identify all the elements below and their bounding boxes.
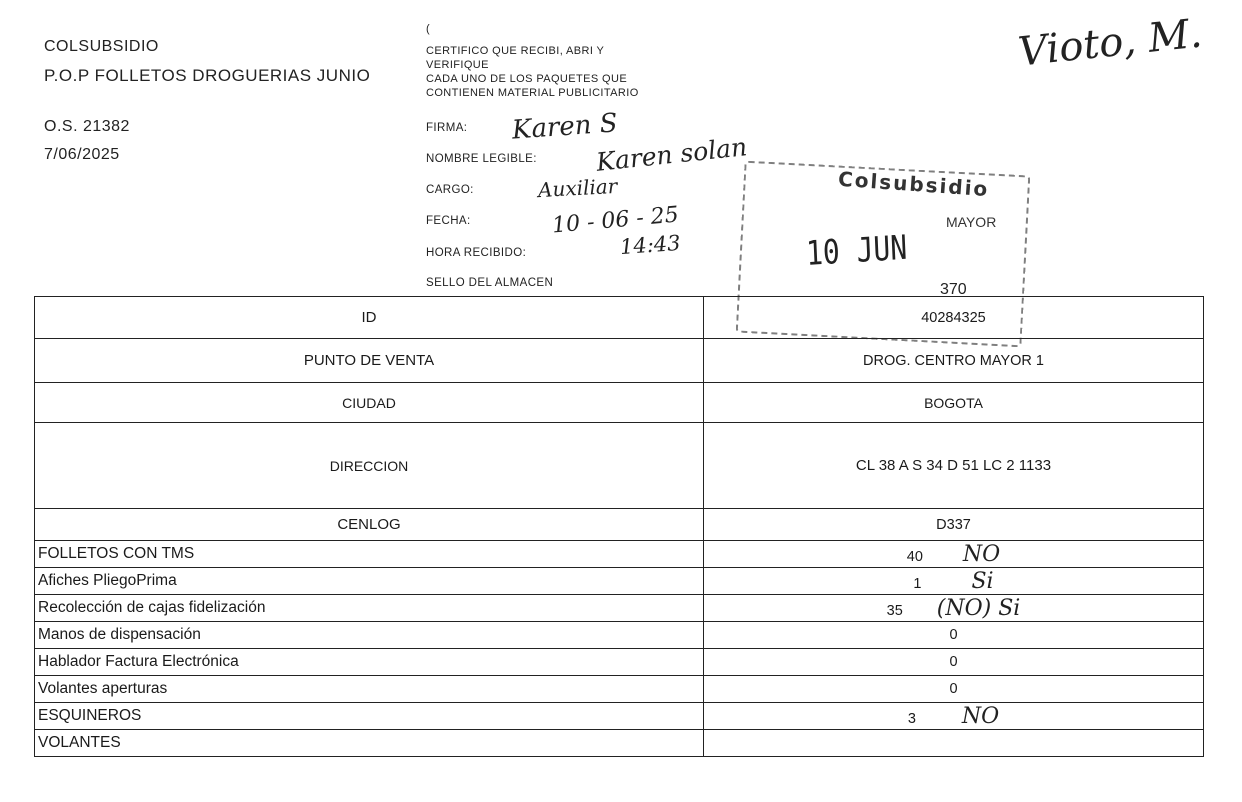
item-qty-value: 40 [906,548,923,565]
order-number: O.S. 21382 [44,118,130,135]
id-label: ID [35,297,704,339]
sello-label: SELLO DEL ALMACEN [426,277,554,289]
item-qty [704,649,1204,676]
delivery-table [34,296,1204,757]
hora-label: HORA RECIBIDO: [426,247,527,259]
handwritten-time: 14:43 [619,230,682,260]
stamp-number: 370 [940,281,967,298]
item-note: NO [962,541,1001,567]
item-name: Hablador Factura Electrónica [35,649,704,676]
item-row [35,703,1204,730]
item-name: VOLANTES [35,730,704,757]
item-row [35,649,1204,676]
item-qty [704,703,1204,730]
company-name: COLSUBSIDIO [44,38,159,55]
stamp-brand: Colsubsidio [837,166,991,202]
item-qty-value: 0 [949,654,958,670]
item-row [35,595,1204,622]
item-qty [704,676,1204,703]
campaign-title: P.O.P FOLLETOS DROGUERIAS JUNIO [44,66,371,85]
item-qty-value: 35 [886,602,903,619]
certification-line: VERIFIQUE [426,59,489,71]
item-qty [704,730,1204,757]
cargo-label: CARGO: [426,184,474,196]
handwritten-name: Karen solan [594,132,749,177]
item-row [35,730,1204,757]
item-name: ESQUINEROS [35,703,704,730]
item-row [35,676,1204,703]
firma-label: FIRMA: [426,122,468,134]
item-name: FOLLETOS CON TMS [35,541,704,568]
top-signature: Vioto, M. [1016,10,1205,76]
handwritten-position: Auxiliar [537,173,618,203]
direccion-value: CL 38 A S 34 D 51 LC 2 1133 [704,423,1204,509]
certification-line: CONTIENEN MATERIAL PUBLICITARIO [426,87,639,99]
item-qty-value: 3 [907,710,916,727]
direccion-label: DIRECCION [35,423,704,509]
handwritten-date: 10 - 06 - 25 [551,202,680,239]
table-row [35,509,1204,541]
item-qty [704,541,1204,568]
item-qty-value: 1 [913,575,922,592]
item-qty [704,568,1204,595]
certification-line: CADA UNO DE LOS PAQUETES QUE [426,73,628,85]
document-date: 7/06/2025 [44,146,120,163]
nombre-label: NOMBRE LEGIBLE: [426,153,537,165]
cenlog-label: CENLOG [35,509,704,541]
ciudad-value: BOGOTA [704,383,1204,423]
item-name: Manos de dispensación [35,622,704,649]
item-qty [704,595,1204,622]
item-name: Volantes aperturas [35,676,704,703]
stamp-name: MAYOR [946,214,997,230]
certification-line: CERTIFICO QUE RECIBI, ABRI Y [426,45,605,57]
stamp-date: 10 JUN [805,227,908,274]
cenlog-value: D337 [704,509,1204,541]
item-note: Si [971,568,994,594]
item-name: Afiches PliegoPrima [35,568,704,595]
item-row [35,568,1204,595]
item-qty [704,622,1204,649]
item-note: (NO) Si [936,595,1021,621]
handwritten-signature: Karen S [511,108,619,146]
id-value: 40284325 [704,297,1204,339]
punto-label: PUNTO DE VENTA [35,339,704,383]
item-row [35,541,1204,568]
item-qty-value: 0 [949,681,958,697]
fecha-label: FECHA: [426,215,471,227]
item-row [35,622,1204,649]
table-row [35,423,1204,509]
ciudad-label: CIUDAD [35,383,704,423]
punto-value: DROG. CENTRO MAYOR 1 [704,339,1204,383]
table-row [35,339,1204,383]
table-row [35,383,1204,423]
item-qty-value: 0 [949,627,958,643]
item-name: Recolección de cajas fidelización [35,595,704,622]
certification-text [426,44,639,100]
table-row [35,297,1204,339]
item-note: NO [961,703,1000,729]
certification-mark: ( [426,23,431,35]
